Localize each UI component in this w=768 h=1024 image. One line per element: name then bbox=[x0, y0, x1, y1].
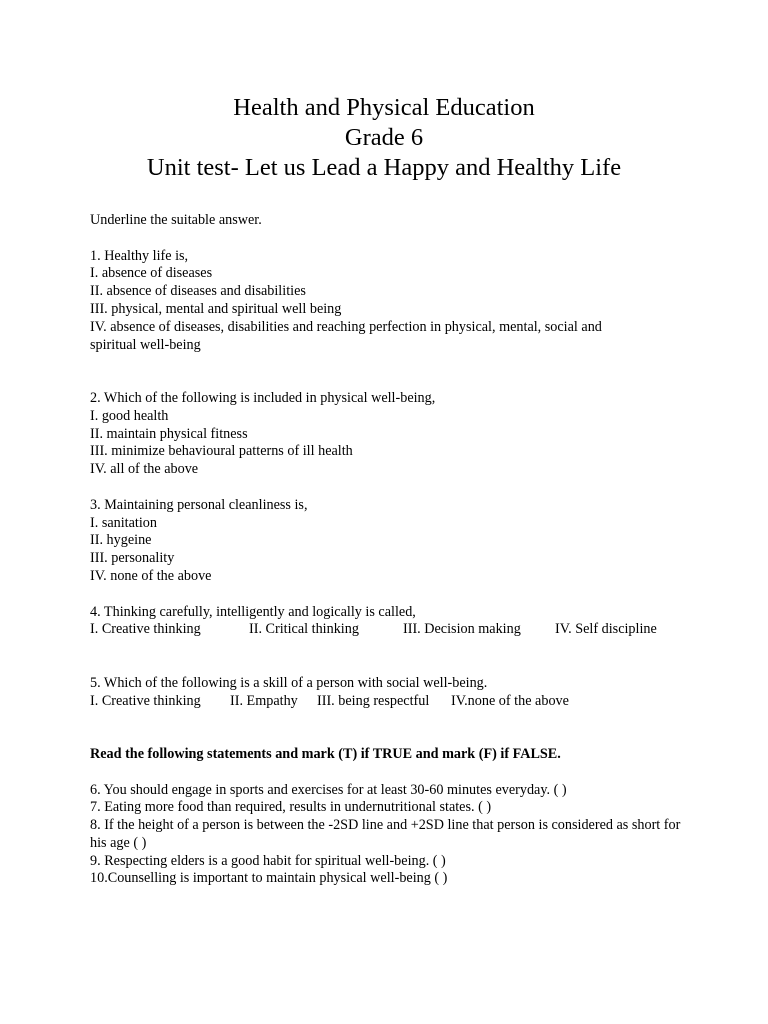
question-2 bbox=[90, 390, 690, 479]
option: III. Decision making bbox=[403, 621, 521, 638]
question-text: 4. Thinking carefully, intelligently and logically is called, bbox=[90, 603, 416, 620]
statement: 7. Eating more food than required, results in undernutritional states. ( ) bbox=[90, 799, 492, 816]
option: II. Critical thinking bbox=[249, 621, 359, 638]
option: IV.none of the above bbox=[451, 692, 569, 709]
subject-title: Health and Physical Education bbox=[233, 94, 535, 121]
option: III. personality bbox=[90, 550, 175, 567]
statement: 8. If the height of a person is between the -2SD line and +2SD line that person is considered as short for his age ( ) bbox=[90, 817, 681, 851]
statement: 10.Counselling is important to maintain physical well-being ( ) bbox=[90, 870, 448, 887]
option: II. hygeine bbox=[90, 532, 152, 549]
option: IV. all of the above bbox=[90, 461, 199, 478]
option-row bbox=[90, 621, 690, 639]
option: III. physical, mental and spiritual well being bbox=[90, 300, 342, 317]
option: IV. absence of diseases, disabilities and reaching perfection in physical, mental, social and spiritual well-being bbox=[90, 318, 602, 353]
question-text: 2. Which of the following is included in physical well-being, bbox=[90, 389, 436, 406]
statement: 9. Respecting elders is a good habit for spiritual well-being. ( ) bbox=[90, 852, 446, 869]
true-false-statements bbox=[90, 782, 690, 889]
question-4 bbox=[90, 604, 690, 640]
grade-title: Grade 6 bbox=[344, 124, 424, 151]
option: I. good health bbox=[90, 407, 169, 424]
section-a-instruction: Underline the suitable answer. bbox=[90, 212, 262, 228]
question-1 bbox=[90, 248, 690, 355]
option: I. sanitation bbox=[90, 514, 157, 531]
question-3 bbox=[90, 497, 690, 586]
option: IV. Self discipline bbox=[555, 621, 657, 638]
statement: 6. You should engage in sports and exercises for at least 30-60 minutes everyday. ( ) bbox=[90, 781, 567, 798]
question-text: 1. Healthy life is, bbox=[90, 247, 189, 264]
option: III. minimize behavioural patterns of ill health bbox=[90, 443, 353, 460]
test-content bbox=[90, 212, 690, 888]
unit-title: Unit test- Let us Lead a Happy and Healthy Life bbox=[146, 154, 622, 181]
option: III. being respectful bbox=[317, 692, 430, 709]
option: I. absence of diseases bbox=[90, 265, 213, 282]
title-block bbox=[0, 93, 768, 183]
question-text: 3. Maintaining personal cleanliness is, bbox=[90, 496, 308, 513]
option: IV. none of the above bbox=[90, 567, 212, 584]
option: II. Empathy bbox=[230, 692, 298, 709]
question-5 bbox=[90, 675, 690, 711]
question-text: 5. Which of the following is a skill of a person with social well-being. bbox=[90, 674, 488, 691]
section-b-instruction: Read the following statements and mark (T) if TRUE and mark (F) if FALSE. bbox=[90, 745, 561, 762]
option: II. absence of diseases and disabilities bbox=[90, 283, 306, 300]
option: I. Creative thinking bbox=[90, 692, 201, 709]
option-row bbox=[90, 693, 690, 711]
option: II. maintain physical fitness bbox=[90, 425, 248, 442]
option: I. Creative thinking bbox=[90, 621, 201, 638]
